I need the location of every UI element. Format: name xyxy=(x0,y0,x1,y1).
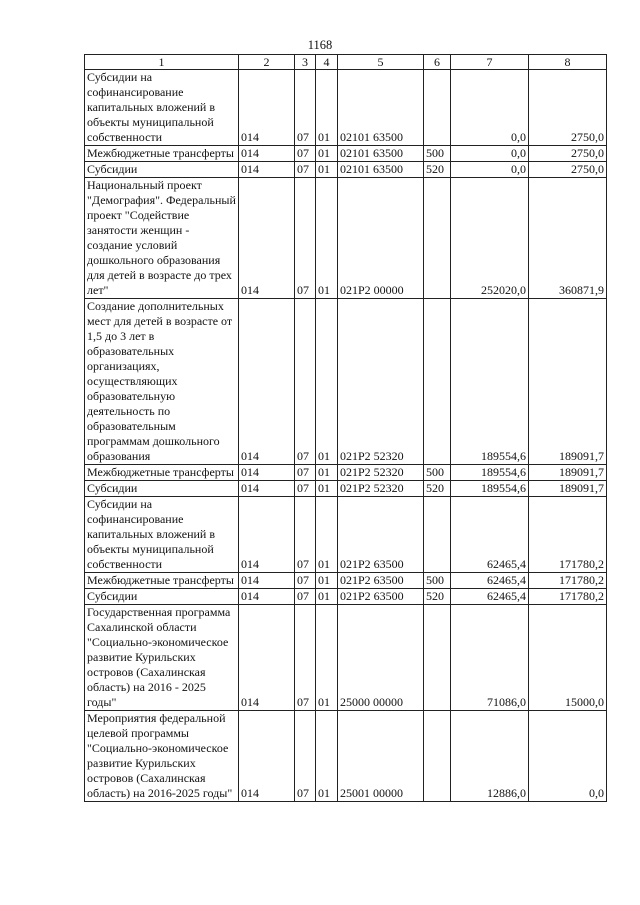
target-article-code: 021P2 00000 xyxy=(338,178,424,299)
column-header: 8 xyxy=(529,55,607,70)
item-name: Субсидии xyxy=(85,481,239,497)
item-name: Межбюджетные трансферты xyxy=(85,573,239,589)
column-header: 1 xyxy=(85,55,239,70)
amount-col7: 189554,6 xyxy=(451,465,529,481)
table-row xyxy=(85,589,607,605)
expense-type-code: 520 xyxy=(424,162,451,178)
table-row xyxy=(85,573,607,589)
target-article-code: 25000 00000 xyxy=(338,605,424,711)
item-name: Создание дополнительных мест для детей в возрасте от 1,5 до 3 лет в образовательных организациях, осуществляющих образовательную деятельность по образовательным программам дошкольного образования xyxy=(85,299,239,465)
section-code: 07 xyxy=(295,497,316,573)
target-article-code: 02101 63500 xyxy=(338,146,424,162)
expense-type-code xyxy=(424,605,451,711)
item-name: Межбюджетные трансферты xyxy=(85,465,239,481)
section-code: 07 xyxy=(295,178,316,299)
section-code: 07 xyxy=(295,70,316,146)
ministry-code: 014 xyxy=(239,589,295,605)
subsection-code: 01 xyxy=(316,497,338,573)
header-row xyxy=(85,55,607,70)
amount-col7: 0,0 xyxy=(451,162,529,178)
column-header: 7 xyxy=(451,55,529,70)
item-name: Субсидии на софинансирование капитальных вложений в объекты муниципальной собственности xyxy=(85,70,239,146)
table-row xyxy=(85,178,607,299)
target-article-code: 02101 63500 xyxy=(338,162,424,178)
amount-col8: 2750,0 xyxy=(529,162,607,178)
amount-col7: 62465,4 xyxy=(451,497,529,573)
expense-type-code: 500 xyxy=(424,573,451,589)
column-header: 6 xyxy=(424,55,451,70)
amount-col8: 171780,2 xyxy=(529,497,607,573)
ministry-code: 014 xyxy=(239,146,295,162)
target-article-code: 021P2 52320 xyxy=(338,299,424,465)
amount-col7: 252020,0 xyxy=(451,178,529,299)
target-article-code: 021P2 63500 xyxy=(338,497,424,573)
amount-col8: 171780,2 xyxy=(529,589,607,605)
subsection-code: 01 xyxy=(316,299,338,465)
target-article-code: 021P2 63500 xyxy=(338,589,424,605)
table-row xyxy=(85,481,607,497)
table-row xyxy=(85,299,607,465)
column-header: 4 xyxy=(316,55,338,70)
item-name: Субсидии xyxy=(85,589,239,605)
section-code: 07 xyxy=(295,162,316,178)
section-code: 07 xyxy=(295,711,316,802)
column-header: 2 xyxy=(239,55,295,70)
ministry-code: 014 xyxy=(239,573,295,589)
subsection-code: 01 xyxy=(316,711,338,802)
section-code: 07 xyxy=(295,589,316,605)
amount-col8: 15000,0 xyxy=(529,605,607,711)
amount-col8: 189091,7 xyxy=(529,481,607,497)
subsection-code: 01 xyxy=(316,465,338,481)
table-row xyxy=(85,711,607,802)
amount-col8: 2750,0 xyxy=(529,70,607,146)
subsection-code: 01 xyxy=(316,146,338,162)
expense-type-code: 520 xyxy=(424,481,451,497)
subsection-code: 01 xyxy=(316,589,338,605)
amount-col7: 12886,0 xyxy=(451,711,529,802)
subsection-code: 01 xyxy=(316,605,338,711)
section-code: 07 xyxy=(295,573,316,589)
expense-type-code xyxy=(424,711,451,802)
ministry-code: 014 xyxy=(239,497,295,573)
table-row xyxy=(85,465,607,481)
ministry-code: 014 xyxy=(239,481,295,497)
amount-col7: 71086,0 xyxy=(451,605,529,711)
page-number: 1168 xyxy=(307,38,333,52)
table-row xyxy=(85,162,607,178)
column-header: 5 xyxy=(338,55,424,70)
ministry-code: 014 xyxy=(239,605,295,711)
amount-col8: 189091,7 xyxy=(529,465,607,481)
subsection-code: 01 xyxy=(316,481,338,497)
expense-type-code xyxy=(424,497,451,573)
section-code: 07 xyxy=(295,465,316,481)
item-name: Мероприятия федеральной целевой программы "Социально-экономическое развитие Курильских островов (Сахалинская область) на 2016-2025 годы" xyxy=(85,711,239,802)
ministry-code: 014 xyxy=(239,178,295,299)
table-row xyxy=(85,146,607,162)
expense-type-code: 500 xyxy=(424,465,451,481)
amount-col8: 171780,2 xyxy=(529,573,607,589)
budget-table xyxy=(84,54,607,802)
target-article-code: 021P2 63500 xyxy=(338,573,424,589)
subsection-code: 01 xyxy=(316,178,338,299)
item-name: Национальный проект "Демография". Федеральный проект "Содействие занятости женщин - создание условий дошкольного образования для детей в возрасте до трех лет" xyxy=(85,178,239,299)
item-name: Субсидии на софинансирование капитальных вложений в объекты муниципальной собственности xyxy=(85,497,239,573)
amount-col7: 62465,4 xyxy=(451,573,529,589)
item-name: Государственная программа Сахалинской области "Социально-экономическое развитие Курильских островов (Сахалинская область) на 2016 - 2025 годы" xyxy=(85,605,239,711)
ministry-code: 014 xyxy=(239,70,295,146)
expense-type-code xyxy=(424,70,451,146)
amount-col7: 0,0 xyxy=(451,70,529,146)
amount-col7: 62465,4 xyxy=(451,589,529,605)
expense-type-code xyxy=(424,178,451,299)
column-header: 3 xyxy=(295,55,316,70)
item-name: Субсидии xyxy=(85,162,239,178)
expense-type-code: 520 xyxy=(424,589,451,605)
expense-type-code: 500 xyxy=(424,146,451,162)
amount-col8: 0,0 xyxy=(529,711,607,802)
table-row xyxy=(85,497,607,573)
section-code: 07 xyxy=(295,146,316,162)
ministry-code: 014 xyxy=(239,162,295,178)
target-article-code: 02101 63500 xyxy=(338,70,424,146)
target-article-code: 021P2 52320 xyxy=(338,481,424,497)
subsection-code: 01 xyxy=(316,162,338,178)
subsection-code: 01 xyxy=(316,70,338,146)
amount-col8: 2750,0 xyxy=(529,146,607,162)
ministry-code: 014 xyxy=(239,299,295,465)
table-row xyxy=(85,605,607,711)
amount-col8: 189091,7 xyxy=(529,299,607,465)
target-article-code: 25001 00000 xyxy=(338,711,424,802)
section-code: 07 xyxy=(295,299,316,465)
item-name: Межбюджетные трансферты xyxy=(85,146,239,162)
table-row xyxy=(85,70,607,146)
target-article-code: 021P2 52320 xyxy=(338,465,424,481)
ministry-code: 014 xyxy=(239,465,295,481)
expense-type-code xyxy=(424,299,451,465)
amount-col7: 0,0 xyxy=(451,146,529,162)
section-code: 07 xyxy=(295,481,316,497)
ministry-code: 014 xyxy=(239,711,295,802)
section-code: 07 xyxy=(295,605,316,711)
amount-col8: 360871,9 xyxy=(529,178,607,299)
amount-col7: 189554,6 xyxy=(451,299,529,465)
amount-col7: 189554,6 xyxy=(451,481,529,497)
subsection-code: 01 xyxy=(316,573,338,589)
